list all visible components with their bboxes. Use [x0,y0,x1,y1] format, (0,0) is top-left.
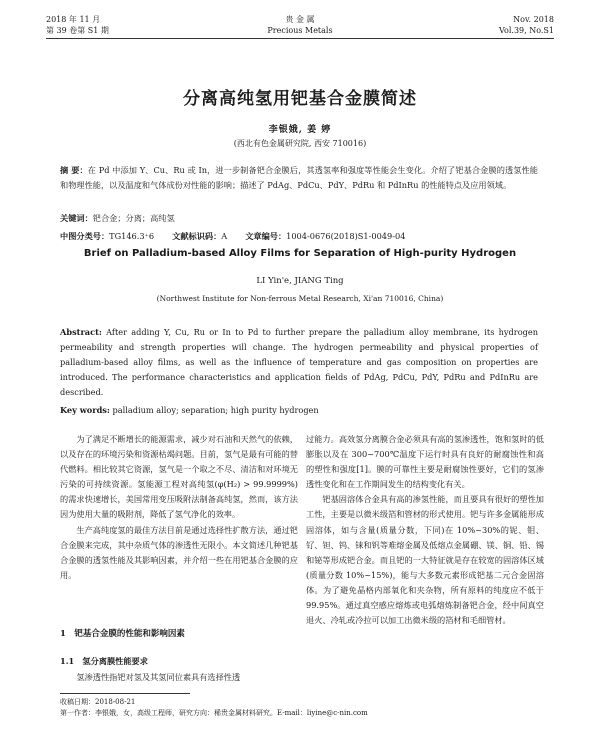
keywords-zh-text: 钯合金；分离；高纯氢 [92,213,175,223]
keywords-zh-label: 关键词： [60,213,93,223]
abstract-en-text: After adding Y, Cu, Ru or In to Pd to further prepare the palladium alloy membrane, its hydrogen permeability and strength properties will change. The hydrogen permeability and physical properties of palladium-based alloy films, as well as the influence of temperature and gas composition on properties are introduced. The performance characteristics and application fields of PdAg, PdCu, PdY, PdRu and PdInRu are described. [60,327,538,397]
body-right-column [306,432,544,628]
keywords-en-text: palladium alloy; separation; high purity hydrogen [112,405,319,415]
footnote-received: 收稿日期：2018-08-21 [60,698,136,706]
body-right-para-1: 过能力。高效氢分离膜合金必须具有高的氢渗透性，饱和氢时的低膨胀以及在 300~700℃温度下运行时具有良好的耐腐蚀性和高的塑性和强度[1]。膜的可靠性主要是耐腐蚀性要好，它们的氢渗透性变化和在工作期间发生的结构变化有关。 [306,434,544,490]
header-divider [46,38,554,39]
affiliation-zh: (西北有色金属研究院, 西安 710016) [233,139,367,148]
journal-name-zh: 贵 金 属 [285,15,315,24]
abstract-en-label: Abstract: [60,327,102,337]
footnote-author-info: 第一作者：李银娥，女，高级工程师，研究方向：稀贵金属材料研究。E-mail：liyine@c-nin.com [60,709,368,717]
header-right [499,14,554,36]
body-left-para-1: 为了满足不断增长的能源需求，减少对石油和天然气的依赖，以及存在的环境污染和资源枯竭问题。目前，氢气是最有可能的替代燃料。相比较其它资源，氢气是一个取之不尽、清洁和对环境无污染的可持续资源。氢能源工程对高纯氢(φ(H₂) > 99.9999%)的需求快速增长，美国常用变压吸附法制备高纯氢，然而，该方法因为使用大量的吸附剂，降低了氢气净化的效率。 [60,434,298,520]
section-1-1-text: 氢渗透性指钯对氢及其氢同位素具有选择性透 [76,672,241,682]
journal-name-en: Precious Metals [267,26,333,35]
authors-en: LI Yin'e, JIANG Ting [256,276,344,286]
header-date: 2018 年 11 月 [46,15,101,24]
header-volume-en: Vol.39, No.S1 [498,26,554,35]
paper-title-en: Brief on Palladium-based Alloy Films for Separation of High-purity Hydrogen [83,248,517,259]
doc-code-value: A [221,231,228,241]
authors-zh: 李银娥, 姜 婷 [268,125,332,135]
abstract-en [60,325,538,400]
keywords-en-label: Key words: [60,405,110,415]
clc-value: TG146.3⁺6 [109,231,155,241]
body-right-para-2: 钯基固溶体合金具有高的渗氢性能，而且要具有很好的塑性加工性，主要是以微米级箔和管材的形式使用。钯与许多金属能形成固溶体，如与含量(质量分数，下同)在 10%~30%的铌、钼、钌、钽、钨、铼和钒等难熔金属及低熔点金属硼、镁、铜、铅、锡和铋等形成钯合金。而且钯的一大特征就是存在较宽的固溶体区域(质量分数 10%~15%)，能与大多数元素形成钯基二元合金固溶体。为了避免晶格内部氧化和夹杂物，所有原料的纯度应不低于 99.95%。通过真空感应熔炼或电弧熔炼制备钯合金，经中间真空退火、冷轧或冷拉可以加工出微米级的箔材和毛细管材。 [306,494,544,626]
article-no-value: 1004-0676(2018)S1-0049-04 [286,231,406,241]
classification-line [60,229,538,243]
affiliation-en: (Northwest Institute for Non-ferrous Metal Research, Xi'an 710016, China) [156,294,444,303]
keywords-zh [60,211,538,225]
body-left-column [60,432,298,583]
keywords-en [60,403,538,417]
clc-label: 中图分类号： [60,231,110,241]
doc-code-label: 文献标识码： [172,231,222,241]
article-no-label: 文章编号： [245,231,287,241]
section-1-1-heading: 1.1 氢分离膜性能要求 [60,656,148,666]
header-volume: 第 39 卷第 S1 期 [46,26,109,35]
body-left-para-2: 生产高纯度氢的最佳方法目前是通过选择性扩散方法，通过钯合金膜来完成，其中杂质气体的渗透性无限小。本文简述几种钯基合金膜的透氢性能及其影响因素，并介绍一些在用钯基合金膜的应用。 [60,524,298,580]
paper-title-zh: 分离高纯氢用钯基合金膜简述 [183,89,417,109]
abstract-zh-label: 摘 要： [60,165,88,175]
footnote-divider [60,693,190,694]
header-date-en: Nov. 2018 [513,15,554,24]
section-1-heading: 1 钯基合金膜的性能和影响因素 [60,629,185,639]
abstract-zh [60,163,538,193]
abstract-zh-text: 在 Pd 中添加 Y、Cu、Ru 或 In，进一步制备钯合金膜后，其透氢率和强度等性能会生变化。介绍了钯基合金膜的透氢性能和物理性能，以及温度和气体成份对性能的影响；描述了 PdAg、PdCu、PdY、PdRu 和 PdInRu 的性能特点及应用领域。 [60,165,538,190]
